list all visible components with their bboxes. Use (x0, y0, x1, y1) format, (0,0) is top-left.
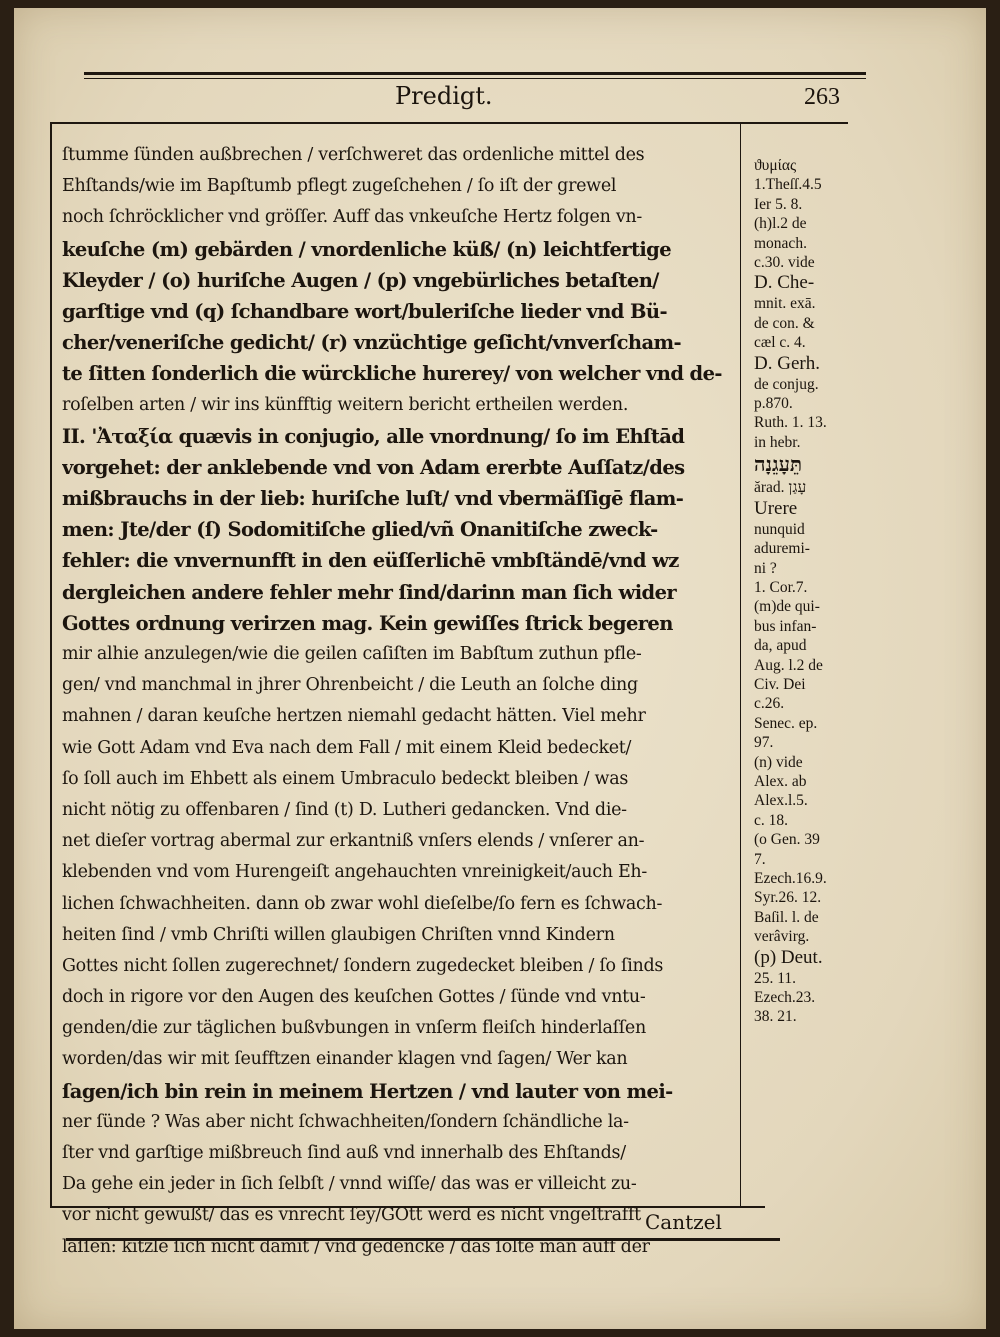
text-line: ner ſünde ? Was aber nicht ſchwachheiten/ſondern ſchändliche la- (62, 1111, 629, 1132)
margin-note: Urere (754, 497, 798, 519)
catchword: Cantzel (645, 1210, 722, 1234)
text-line: net dieſer vortrag abermal zur erkantniß vnſers elends / vnſerer an- (62, 831, 645, 852)
margin-note: Alex. ab (754, 772, 807, 790)
text-line: Da gehe ein jeder in ſich ſelbſt / vnnd wiſſe/ das was er villeicht zu- (62, 1174, 637, 1195)
bottom-frame-rule (50, 1206, 765, 1208)
margin-divider-rule (740, 122, 741, 1207)
margin-note: 25. 11. (754, 969, 797, 987)
margin-note: Syr.26. 12. (754, 889, 822, 907)
margin-note: c.26. (754, 695, 785, 713)
text-line: vor nicht gewußt/ das es vnrecht ſey/GOtt werd es nicht vngeſtrafft (62, 1205, 641, 1226)
margin-note: 7. (754, 850, 766, 868)
margin-note: Civ. Dei (754, 675, 806, 693)
bottom-rule (66, 1238, 780, 1241)
text-line: doch in rigore vor den Augen des keuſchen Gottes / ſünde vnd vntu- (62, 987, 646, 1008)
text-line: dergleichen andere fehler mehr ſind/darinn man ſich wider (62, 580, 677, 604)
margin-note: ni ? (754, 559, 777, 577)
left-frame-rule (50, 122, 52, 1207)
margin-note: Aug. l.2 de (754, 656, 823, 674)
margin-note: 38. 21. (754, 1008, 797, 1026)
margin-note: da, apud (754, 637, 807, 655)
margin-note: (o Gen. 39 (754, 831, 820, 849)
main-text-block (62, 140, 728, 1263)
text-line: Gottes ordnung verirzen mag. Kein gewiſſes ſtrick begeren (62, 611, 673, 635)
margin-note: Ruth. 1. 13. (754, 414, 827, 432)
margin-note: cæl c. 4. (754, 334, 806, 352)
text-line: men: Jte/der (ſ) Sodomitiſche glied/vñ Onanitiſche zweck- (62, 518, 658, 542)
margin-note: ϑυμίας (754, 157, 797, 174)
text-line: Kleyder / (o) huriſche Augen / (p) vngebürliches betaſten/ (62, 268, 659, 292)
margin-note: de con. & (754, 314, 815, 332)
margin-note: (h)l.2 de (754, 215, 807, 233)
margin-note: 1. Cor.7. (754, 578, 808, 596)
margin-note: Ier 5. 8. (754, 195, 803, 213)
text-line: genden/die zur täglichen bußvbungen in vnſerm fleiſch hinderlaſſen (62, 1018, 646, 1039)
text-line: nicht nötig zu offenbaren / ſind (t) D. Lutheri gedancken. Vnd die- (62, 799, 627, 820)
text-line: laſſen: kitzle ſich nicht damit / vnd gedencke / das ſolte man auff der (62, 1236, 650, 1257)
page-number: 263 (804, 84, 840, 110)
margin-note: Senec. ep. (754, 714, 818, 732)
text-line: gen/ vnd manchmal in jhrer Ohrenbeicht / die Leuth an ſolche ding (62, 675, 638, 696)
text-line: garſtige vnd (q) ſchandbare wort/buleriſche lieder vnd Bü- (62, 299, 667, 323)
margin-note: (m)de qui- (754, 598, 820, 616)
margin-note: de conjug. (754, 375, 819, 393)
text-line: ſter vnd garſtige mißbreuch ſind auß vnd innerhalb des Ehſtands/ (62, 1143, 626, 1163)
margin-note: D. Che- (754, 272, 815, 294)
text-line: te ſitten ſonderlich die würckliche hurerey/ von welcher vnd de- (62, 362, 722, 386)
text-line: mir alhie anzulegen/wie die geilen caſiſten im Babſtum zuthun pfle- (62, 644, 642, 664)
text-line: keuſche (m) gebärden / vnordenliche küß/ (n) leichtfertige (62, 237, 672, 261)
margin-note: verâvirg. (754, 928, 810, 946)
margin-notes-column (754, 156, 864, 1027)
text-line: mißbrauchs in der lieb: huriſche luſt/ vnd vbermäſſigē flam- (62, 487, 684, 511)
running-head-title: Predigt. (395, 82, 493, 110)
top-rule-thin (84, 78, 866, 79)
text-line: wie Gott Adam vnd Eva nach dem Fall / mit einem Kleid bedecket/ (62, 737, 632, 758)
text-line: II. 'Ἀταξία quævis in conjugio, alle vnordnung/ ſo im Ehſtād (62, 424, 685, 448)
margin-note: D. Gerh. (754, 352, 820, 374)
margin-note: p.870. (754, 395, 793, 413)
text-line: heiten ſind / vmb Chriſti willen glaubigen Chriſten vnnd Kindern (62, 924, 615, 945)
text-line: Ehſtands/wie im Bapſtumb pflegt zugeſchehen / ſo iſt der grewel (62, 176, 617, 197)
header-rule (52, 122, 848, 124)
margin-note: c. 18. (754, 811, 789, 829)
margin-note: nunquid (754, 520, 805, 538)
margin-note: aduremi- (754, 540, 810, 558)
margin-note: תֵּעָגֵנָה (754, 454, 803, 477)
text-line: vorgehet: der anklebende vnd von Adam ererbte Auſſatz/des (62, 455, 685, 479)
margin-note: in hebr. (754, 433, 801, 451)
text-line: Gottes nicht ſollen zugerechnet/ ſondern zugedecket bleiben / ſo ſinds (62, 955, 664, 976)
margin-note: mnit. exā. (754, 295, 816, 313)
margin-note: (n) vide (754, 753, 803, 771)
margin-note: 97. (754, 734, 774, 752)
text-line: fehler: die vnvernunfft in den eüſſerlichē vmbſtändē/vnd wz (62, 549, 679, 573)
text-line: klebenden vnd vom Hurengeiſt angehauchten vnreinigkeit/auch Eh- (62, 862, 647, 883)
margin-note: (p) Deut. (754, 946, 823, 968)
top-rule (84, 72, 866, 75)
text-line: lichen ſchwachheiten. dann ob zwar wohl dieſelbe/ſo fern es ſchwach- (62, 893, 663, 914)
text-line: cher/veneriſche gedicht/ (r) vnzüchtige geſicht/vnverſcham- (62, 331, 682, 355)
margin-note: 1.Theſſ.4.5 (754, 176, 822, 194)
margin-note: monach. (754, 234, 807, 252)
margin-note: Alex.l.5. (754, 792, 808, 810)
text-line: noch ſchröcklicher vnd gröſſer. Auff das vnkeuſche Hertz folgen vn- (62, 207, 642, 228)
text-line: ſo ſoll auch im Ehbett als einem Umbraculo bedeckt bleiben / was (62, 768, 629, 789)
margin-note: Baſil. l. de (754, 908, 819, 926)
margin-note: c.30. vide (754, 254, 815, 272)
text-line: worden/das wir mit ſeufftzen einander klagen vnd ſagen/ Wer kan (62, 1049, 628, 1070)
text-line: ſagen/ich bin rein in meinem Hertzen / vnd lauter von mei- (62, 1079, 673, 1103)
margin-note: Ezech.23. (754, 989, 816, 1007)
text-line: mahnen / daran keuſche hertzen niemahl gedacht hätten. Viel mehr (62, 706, 646, 727)
margin-note: ărad. עָגַן (754, 479, 807, 497)
margin-note: Ezech.16.9. (754, 870, 827, 887)
margin-note: bus infan- (754, 617, 817, 635)
text-line: roſelben arten / wir ins künfftig weitern bericht ertheilen werden. (62, 394, 629, 415)
text-line: ſtumme ſünden außbrechen / verſchweret das ordenliche mittel des (62, 145, 645, 165)
